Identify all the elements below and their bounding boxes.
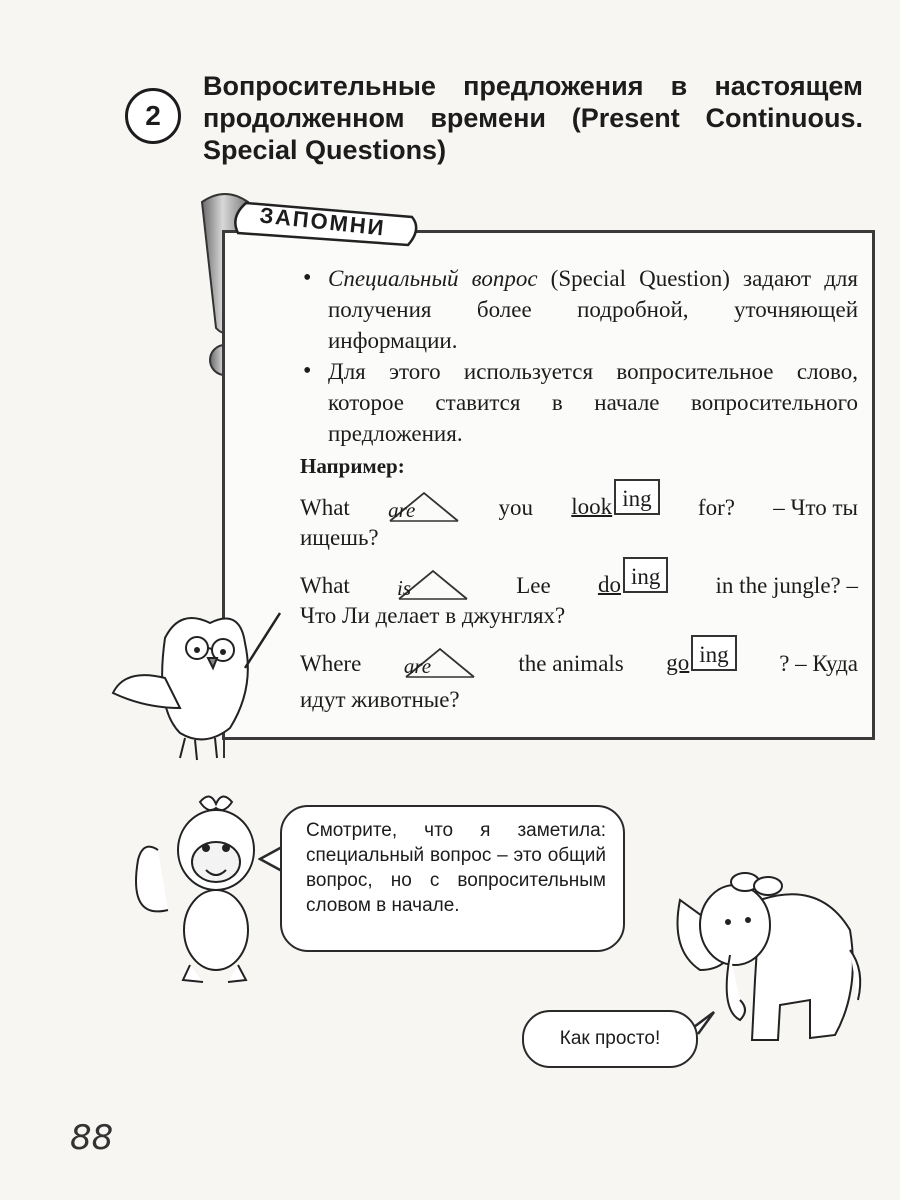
rule-bullet-2	[300, 356, 858, 449]
auxiliary-verb: is	[397, 576, 412, 600]
ing-suffix-box: ing	[691, 635, 736, 671]
owl-icon	[105, 598, 285, 773]
auxiliary-triangle	[397, 569, 469, 601]
remember-label: ЗАПОМНИ	[258, 202, 387, 241]
auxiliary-triangle	[388, 491, 460, 523]
special-question-term: Специальный вопрос	[328, 266, 538, 291]
sentence-rest: ? – Куда	[779, 651, 858, 676]
section-number: 2	[145, 100, 161, 131]
translation: Что Ли делает в джунглях?	[300, 603, 566, 628]
elephant-speech-text: Как просто!	[559, 1028, 661, 1049]
examples-heading: Например:	[300, 454, 405, 478]
rule-content	[300, 263, 858, 715]
sentence-rest: in the jungle? –	[715, 573, 858, 598]
auxiliary-triangle	[404, 647, 476, 679]
translation: ищешь?	[300, 525, 379, 550]
sentence-rest: for?	[697, 495, 735, 520]
auxiliary-verb: are	[388, 498, 416, 522]
question-word: Where	[300, 651, 362, 676]
rule-bullet-1	[300, 263, 858, 356]
monkey-speech-text: Смотрите, что я заметила: специальный вопрос – это общий вопрос, но с вопросительным словом в начале.	[306, 820, 606, 916]
subject: Lee	[516, 573, 551, 598]
question-word: What	[300, 573, 350, 598]
subject: you	[498, 495, 533, 520]
ing-suffix-box: ing	[614, 479, 659, 515]
verb-stem: look	[571, 494, 613, 519]
verb-stem: go	[666, 650, 690, 675]
translation: идут животные?	[300, 687, 460, 712]
page-number: 88	[70, 1118, 114, 1158]
translation-start: – Что ты	[773, 495, 858, 520]
bullet-2-text: Для этого используется вопросительное слово, которое ставится в начале вопросительного предложения.	[328, 359, 858, 446]
example-3	[300, 643, 858, 715]
bullet-icon: •	[303, 265, 312, 291]
section-number-badge	[125, 88, 181, 144]
bullet-icon: •	[303, 358, 312, 384]
section-title: Вопросительные предложения в настоящем продолженном времени (Present Continuous. Special Questions)	[203, 71, 863, 165]
example-1	[300, 487, 858, 553]
question-word: What	[300, 495, 350, 520]
bullet-1-text: (Special Question) задают для получения более подробной, уточняющей информации.	[328, 266, 858, 353]
ing-suffix-box: ing	[623, 557, 668, 593]
verb-stem: do	[597, 572, 621, 597]
example-2	[300, 565, 858, 631]
subject: the animals	[518, 651, 624, 676]
auxiliary-verb: are	[403, 654, 432, 678]
monkey-icon	[128, 790, 278, 990]
